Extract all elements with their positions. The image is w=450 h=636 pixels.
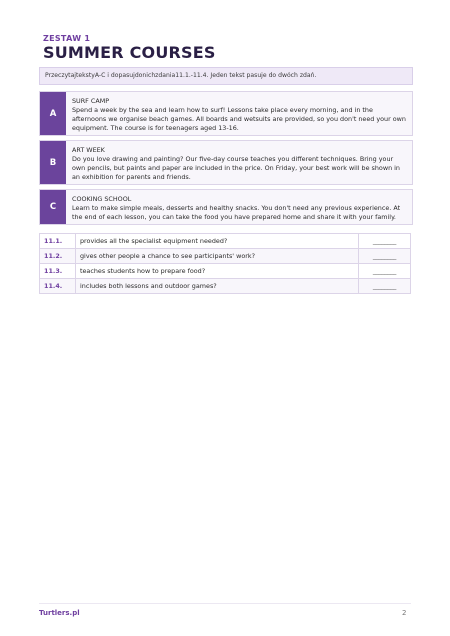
answer-blank[interactable]: ________ xyxy=(359,249,411,264)
question-number: 11.2. xyxy=(40,249,76,264)
table-row xyxy=(40,264,411,279)
answer-blank[interactable]: ________ xyxy=(359,264,411,279)
text-body: Do you love drawing and painting? Our five-day course teaches you different techniques. Bring your own pencils, but paints and paper are included in the price. On Friday, your best work will be shown in an exhibition for parents and friends. xyxy=(72,155,400,182)
question-text: provides all the specialist equipment needed? xyxy=(76,234,359,249)
text-heading: COOKING SCHOOL xyxy=(72,195,132,203)
question-text: gives other people a chance to see participants' work? xyxy=(76,249,359,264)
text-block-c xyxy=(39,189,413,225)
question-text: teaches students how to prepare food? xyxy=(76,264,359,279)
text-letter-badge: A xyxy=(40,92,66,135)
answer-blank[interactable]: ________ xyxy=(359,234,411,249)
brand-link[interactable]: Turtlers.pl xyxy=(39,609,80,617)
table-row xyxy=(40,279,411,294)
answer-blank[interactable]: ________ xyxy=(359,279,411,294)
question-number: 11.1. xyxy=(40,234,76,249)
page-title: SUMMER COURSES xyxy=(43,43,216,62)
footer-divider xyxy=(39,603,411,604)
question-text: includes both lessons and outdoor games? xyxy=(76,279,359,294)
text-content xyxy=(72,195,406,222)
text-body: Spend a week by the sea and learn how to surf! Lessons take place every morning, and in the afternoons we organise beach games. All boards and wetsuits are provided, so you don't need your own equipment. The course is for teenagers aged 13-16. xyxy=(72,106,406,133)
text-block-b xyxy=(39,140,413,185)
text-letter-badge: B xyxy=(40,141,66,184)
page-number: 2 xyxy=(402,609,407,617)
table-row xyxy=(40,249,411,264)
text-content xyxy=(72,97,406,133)
question-number: 11.3. xyxy=(40,264,76,279)
set-label: ZESTAW 1 xyxy=(43,34,91,43)
text-content xyxy=(72,146,406,182)
instruction-box: PrzeczytajtekstyA-C i dopasujdonichzdania11.1.-11.4. Jeden tekst pasuje do dwóch zdań. xyxy=(39,67,413,85)
text-body: Learn to make simple meals, desserts and healthy snacks. You don't need any previous experience. At the end of each lesson, you can take the food you have prepared home and share it with your family. xyxy=(72,204,401,222)
text-heading: ART WEEK xyxy=(72,146,105,154)
question-number: 11.4. xyxy=(40,279,76,294)
text-heading: SURF CAMP xyxy=(72,97,110,105)
matching-table xyxy=(39,233,411,294)
text-letter-badge: C xyxy=(40,190,66,224)
text-block-a xyxy=(39,91,413,136)
table-row xyxy=(40,234,411,249)
